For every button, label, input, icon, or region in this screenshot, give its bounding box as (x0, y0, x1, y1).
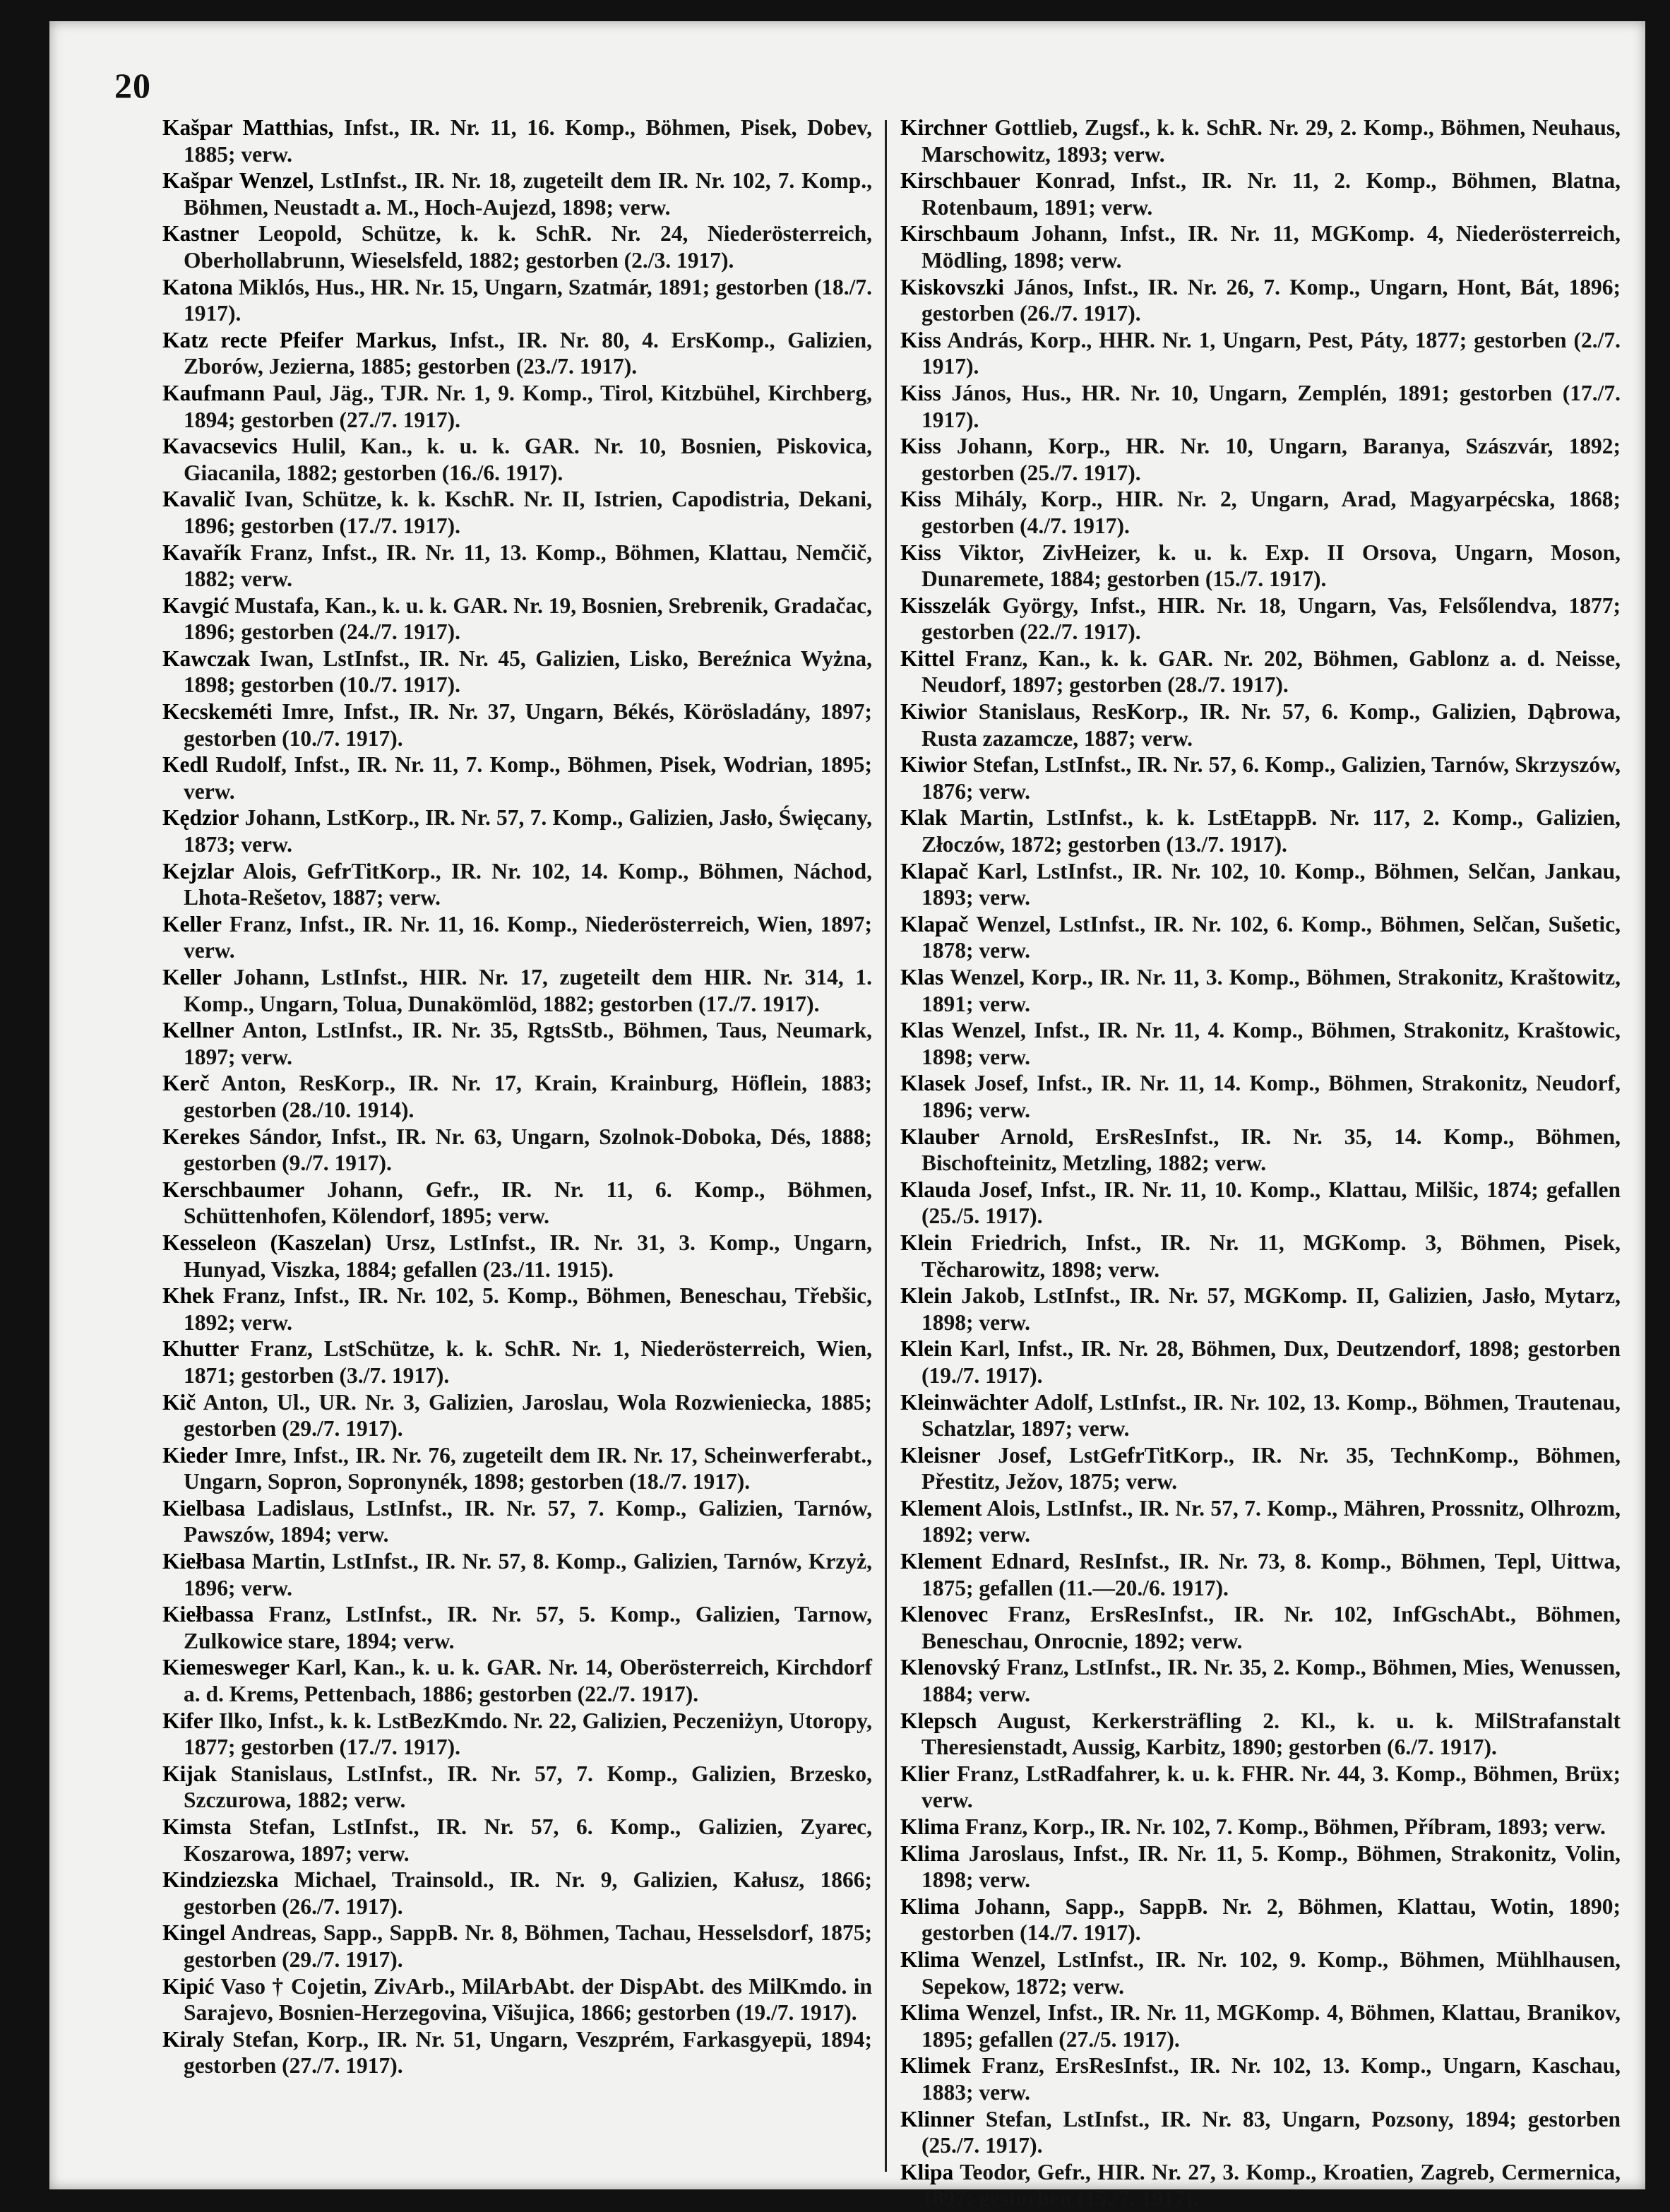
list-entry (900, 220, 1621, 273)
entry-name: Klenovský (900, 1655, 1001, 1680)
entry-name: Kerekes (162, 1124, 240, 1149)
list-entry (162, 646, 872, 698)
entry-text: Martin, LstInfst., IR. Nr. 57, 8. Komp., Galizien, Tarnów, Krzyż, 1896; verw. (184, 1549, 872, 1600)
entry-text: János, Hus., HR. Nr. 10, Ungarn, Zemplén, 1891; gestorben (17./7. 1917). (922, 380, 1621, 432)
entry-text: Mustafa, Kan., k. u. k. GAR. Nr. 19, Bosnien, Srebrenik, Gradačac, 1896; gestorben (24./7. 1917). (184, 593, 872, 645)
entry-name: Kirchner (900, 115, 988, 140)
entry-text: András, Korp., HHR. Nr. 1, Ungarn, Pest, Páty, 1877; gestorben (2./7. 1917). (922, 327, 1621, 379)
list-entry (162, 751, 872, 804)
entry-text: Franz, ErsResInfst., IR. Nr. 102, InfGschAbt., Böhmen, Beneschau, Onrocnie, 1892; verw. (922, 1602, 1621, 1653)
list-entry (900, 167, 1621, 220)
entry-text: Johann, Gefr., IR. Nr. 11, 6. Komp., Böhmen, Schüttenhofen, Kölendorf, 1895; verw. (184, 1177, 872, 1229)
entry-text: Wenzel, LstInfst., IR. Nr. 102, 6. Komp., Böhmen, Selčan, Sušetic, 1878; verw. (922, 911, 1621, 963)
entry-name: Klement (900, 1549, 982, 1574)
entry-name: Kaufmann (162, 380, 266, 405)
entry-text: Alois, GefrTitKorp., IR. Nr. 102, 14. Komp., Böhmen, Náchod, Lhota-Rešetov, 1887; verw. (184, 858, 872, 910)
entry-text: Josef, Infst., IR. Nr. 11, 14. Komp., Böhmen, Strakonitz, Neudorf, 1896; verw. (922, 1071, 1621, 1122)
list-entry (162, 327, 872, 380)
entry-name: Klepsch (900, 1708, 977, 1733)
entry-name: Kiełbasa (162, 1549, 246, 1574)
entry-name: Klima (900, 1814, 960, 1839)
list-entry (162, 1177, 872, 1230)
list-entry (900, 1999, 1621, 2052)
entry-text: Franz, LstSchütze, k. k. SchR. Nr. 1, Niederösterreich, Wien, 1871; gestorben (3./7. 1917). (184, 1336, 872, 1388)
entry-text: Adolf, LstInfst., IR. Nr. 102, 13. Komp., Böhmen, Trautenau, Schatzlar, 1897; verw. (922, 1389, 1621, 1441)
entry-name: Keller (162, 911, 222, 936)
list-entry (900, 964, 1621, 1017)
entry-name: Kiss (900, 327, 941, 352)
entry-name: Katz recte Pfeifer Markus, (162, 327, 437, 352)
entry-name: Kavalič (162, 487, 236, 512)
list-entry (900, 486, 1621, 539)
entry-text: Viktor, ZivHeizer, k. u. k. Exp. II Orsova, Ungarn, Moson, Dunaremete, 1884; gestorben (15./7. 1917). (922, 540, 1621, 592)
entry-name: Klimek (900, 2053, 971, 2079)
entry-name: Klauber (900, 1124, 980, 1149)
entry-text: Franz, Infst., IR. Nr. 11, 16. Komp., Niederösterreich, Wien, 1897; verw. (184, 911, 872, 963)
entry-text: Johann, LstKorp., IR. Nr. 57, 7. Komp., Galizien, Jasło, Święcany, 1873; verw. (184, 805, 872, 857)
entry-text: Michael, Trainsold., IR. Nr. 9, Galizien, Kałusz, 1866; gestorben (26./7. 1917). (184, 1867, 872, 1919)
entry-text: Paul, Jäg., TJR. Nr. 1, 9. Komp., Tirol, Kitzbühel, Kirchberg, 1894; gestorben (27./7. 1917). (184, 380, 872, 432)
entry-name: Kiwior (900, 752, 967, 778)
entry-name: Kindziezska (162, 1867, 279, 1893)
entry-text: Johann, Sapp., SappB. Nr. 2, Böhmen, Klattau, Wotin, 1890; gestorben (14./7. 1917). (922, 1893, 1621, 1946)
entry-text: Josef, LstGefrTitKorp., IR. Nr. 35, TechnKomp., Böhmen, Přestitz, Ježov, 1875; verw. (922, 1442, 1621, 1494)
entry-text: Stanislaus, ResKorp., IR. Nr. 57, 6. Komp., Galizien, Dąbrowa, Rusta zazamcze, 1887; verw. (922, 699, 1621, 751)
entry-text: Josef, Infst., IR. Nr. 11, 10. Komp., Klattau, Milšic, 1874; gefallen (25./5. 1917). (922, 1177, 1621, 1229)
entry-name: Klier (900, 1761, 950, 1786)
entry-text: Franz, LstInfst., IR. Nr. 35, 2. Komp., Böhmen, Mies, Wenussen, 1884; verw. (922, 1655, 1621, 1707)
list-entry (162, 1973, 872, 2026)
list-entry (162, 2026, 872, 2079)
entry-text: Wenzel, Infst., IR. Nr. 11, 4. Komp., Böhmen, Strakonitz, Kraštowic, 1898; verw. (922, 1018, 1621, 1069)
entry-name: Klenovec (900, 1602, 989, 1627)
entry-name: Klauda (900, 1177, 971, 1202)
entry-name: Kirschbauer (900, 168, 1020, 194)
entry-text: Imre, Infst., IR. Nr. 37, Ungarn, Békés, Körösladány, 1897; gestorben (10./7. 1917). (184, 699, 872, 751)
entry-name: Kiwior (900, 699, 967, 725)
list-entry (900, 1654, 1621, 1707)
entry-text: Mihály, Korp., HIR. Nr. 2, Ungarn, Arad, Magyarpécska, 1868; gestorben (4./7. 1917). (922, 487, 1621, 538)
list-entry (900, 751, 1621, 804)
list-entry (162, 380, 872, 433)
entry-name: Kędzior (162, 805, 239, 831)
entry-text: Anton, ResKorp., IR. Nr. 17, Krain, Krainburg, Höflein, 1883; gestorben (28./10. 1914). (184, 1071, 872, 1122)
entry-text: Ursz, LstInfst., IR. Nr. 31, 3. Komp., Ungarn, Hunyad, Viszka, 1884; gefallen (23./11. 1915). (184, 1230, 872, 1282)
entry-text: Vaso † Cojetin, ZivArb., MilArbAbt. der DispAbt. des MilKmdo. in Sarajevo, Bosnien-Herzegovina, Višujica, 1866; gestorben (19./7. 1917). (184, 1973, 872, 2026)
list-entry (900, 698, 1621, 751)
entry-name: Klima (900, 1841, 960, 1866)
entry-text: Wenzel, Korp., IR. Nr. 11, 3. Komp., Böhmen, Strakonitz, Kraštowitz, 1891; verw. (922, 965, 1621, 1016)
list-entry (900, 1495, 1621, 1548)
entry-text: Anton, Ul., UR. Nr. 3, Galizien, Jaroslau, Wola Rozwieniecka, 1885; gestorben (29./7. 1917). (184, 1389, 872, 1441)
entry-text: Leopold, Schütze, k. k. SchR. Nr. 24, Niederösterreich, Oberhollabrunn, Wieselsfeld, 1882; gestorben (2./3. 1917). (184, 221, 872, 273)
list-entry (162, 593, 872, 646)
entry-text: Johann, LstInfst., HIR. Nr. 17, zugeteilt dem HIR. Nr. 314, 1. Komp., Ungarn, Tolua, Dunakömlöd, 1882; gestorben (17./7. 1917). (184, 965, 872, 1016)
entry-name: Kingel (162, 1920, 226, 1946)
list-entry (162, 540, 872, 593)
list-entry (900, 2052, 1621, 2105)
entry-text: Franz, ErsResInfst., IR. Nr. 102, 13. Komp., Ungarn, Kaschau, 1883; verw. (922, 2053, 1621, 2105)
list-entry (900, 593, 1621, 646)
entry-text: Andreas, Sapp., SappB. Nr. 8, Böhmen, Tachau, Hesselsdorf, 1875; gestorben (29./7. 1917). (184, 1920, 872, 1972)
list-entry (900, 1177, 1621, 1230)
list-entry (900, 1283, 1621, 1336)
entry-name: Katona (162, 274, 233, 299)
entry-name: Kesseleon (Kaszelan) (162, 1230, 372, 1255)
entry-text: Infst., IR. Nr. 80, 4. ErsKomp., Galizien, Zborów, Jezierna, 1885; gestorben (23./7. 1917). (184, 327, 872, 379)
list-entry (162, 698, 872, 751)
list-entry (162, 486, 872, 539)
list-entry (900, 1761, 1621, 1814)
list-entry (162, 1336, 872, 1389)
entry-text: Karl, Kan., k. u. k. GAR. Nr. 14, Oberösterreich, Kirchdorf a. d. Krems, Pettenbach, 1886; gestorben (22./7. 1917). (184, 1655, 872, 1707)
entry-text: Hulil, Kan., k. u. k. GAR. Nr. 10, Bosnien, Piskovica, Giacanila, 1882; gestorben (16./6. 1917). (184, 434, 872, 485)
list-entry (162, 220, 872, 273)
entry-text: Konrad, Infst., IR. Nr. 11, 2. Komp., Böhmen, Blatna, Rotenbaum, 1891; verw. (922, 168, 1621, 220)
entry-name: Kedl (162, 752, 208, 778)
list-entry (900, 1946, 1621, 1999)
entry-name: Klas (900, 965, 944, 989)
entry-name: Klinner (900, 2106, 975, 2131)
entry-text: Franz, Korp., IR. Nr. 102, 7. Komp., Böhmen, Příbram, 1893; verw. (960, 1814, 1606, 1839)
entry-name: Kleinwächter (900, 1389, 1029, 1415)
entry-name: Kašpar Matthias, (162, 115, 334, 140)
list-entry (162, 114, 872, 167)
entry-name: Kavacsevics (162, 434, 278, 459)
entry-text: Martin, LstInfst., k. k. LstEtappB. Nr. 117, 2. Komp., Galizien, Złoczów, 1872; gestorben (13./7. 1917). (922, 805, 1621, 857)
list-entry (162, 433, 872, 486)
entry-name: Kastner (162, 221, 239, 246)
list-entry (900, 1017, 1621, 1070)
entry-text: Sándor, Infst., IR. Nr. 63, Ungarn, Szolnok-Doboka, Dés, 1888; gestorben (9./7. 1917). (184, 1124, 872, 1176)
list-entry (900, 804, 1621, 857)
list-entry (162, 1601, 872, 1654)
entry-text: LstInfst., IR. Nr. 18, zugeteilt dem IR. Nr. 102, 7. Komp., Böhmen, Neustadt a. M., Hoch-Aujezd, 1898; verw. (184, 168, 872, 220)
entry-name: Klein (900, 1283, 953, 1309)
entry-name: Kawczak (162, 646, 251, 671)
entry-text: Ednard, ResInfst., IR. Nr. 73, 8. Komp., Böhmen, Tepl, Uittwa, 1875; gefallen (11.—20./6. 1917). (922, 1549, 1621, 1600)
entry-text: Ladislaus, LstInfst., IR. Nr. 57, 7. Komp., Galizien, Tarnów, Pawszów, 1894; verw. (184, 1495, 872, 1547)
entry-name: Kiss (900, 540, 941, 565)
entry-name: Kirschbaum (900, 221, 1020, 246)
entry-text: Franz, LstRadfahrer, k. u. k. FHR. Nr. 44, 3. Komp., Böhmen, Brüx; verw. (922, 1761, 1621, 1813)
entry-text: Karl, Infst., IR. Nr. 28, Böhmen, Dux, Deutzendorf, 1898; gestorben (19./7. 1917). (922, 1336, 1621, 1388)
list-entry (162, 1442, 872, 1495)
entry-name: Klima (900, 1893, 960, 1919)
list-entry (900, 540, 1621, 593)
list-entry (900, 1124, 1621, 1177)
entry-text: Friedrich, Infst., IR. Nr. 11, MGKomp. 3, Böhmen, Pisek, Těcharowitz, 1898; verw. (922, 1230, 1621, 1282)
entry-text: Ilko, Infst., k. k. LstBezKmdo. Nr. 22, Galizien, Peczeniżyn, Utoropy, 1877; gestorben (17./7. 1917). (184, 1708, 872, 1760)
entry-text: Franz, Infst., IR. Nr. 102, 5. Komp., Böhmen, Beneschau, Třebšic, 1892; verw. (184, 1283, 872, 1335)
list-entry (900, 1893, 1621, 1946)
list-entry (162, 1283, 872, 1336)
list-entry (900, 911, 1621, 964)
entry-name: Kiss (900, 434, 941, 459)
entry-text: Iwan, LstInfst., IR. Nr. 45, Galizien, Lisko, Bereźnica Wyżna, 1898; gestorben (10./7. 1917). (184, 646, 872, 698)
list-entry (162, 167, 872, 220)
entry-name: Kittel (900, 646, 955, 671)
entry-name: Kielbasa (162, 1495, 246, 1521)
list-entry (900, 433, 1621, 486)
entry-name: Kifer (162, 1708, 213, 1733)
entry-name: Kisszelák (900, 593, 991, 618)
entry-name: Kerschbaumer (162, 1177, 305, 1202)
entry-name: Kiraly (162, 2026, 225, 2052)
document-page (49, 21, 1645, 2211)
list-entry (162, 1070, 872, 1123)
entry-text: Imre, Infst., IR. Nr. 76, zugeteilt dem IR. Nr. 17, Scheinwerferabt., Ungarn, Sopron, Sopronynék, 1898; gestorben (18./7. 1917). (184, 1442, 872, 1494)
list-entry (162, 1761, 872, 1814)
list-entry (900, 1336, 1621, 1389)
entry-text: Karl, LstInfst., IR. Nr. 102, 10. Komp., Böhmen, Selčan, Jankau, 1893; verw. (922, 858, 1621, 910)
entry-text: Stefan, Korp., IR. Nr. 51, Ungarn, Veszprém, Farkasgyepü, 1894; gestorben (27./7. 1917). (184, 2026, 872, 2079)
list-entry (900, 1389, 1621, 1442)
entry-text: Miklós, Hus., HR. Nr. 15, Ungarn, Szatmár, 1891; gestorben (18./7. 1917). (184, 274, 872, 326)
entry-text: Alois, LstInfst., IR. Nr. 57, 7. Komp., Mähren, Prossnitz, Olhrozm, 1892; verw. (922, 1495, 1621, 1547)
entry-text: Johann, Korp., HR. Nr. 10, Ungarn, Baranya, Szászvár, 1892; gestorben (25./7. 1917). (922, 434, 1621, 485)
entry-name: Klein (900, 1230, 953, 1255)
entry-name: Khutter (162, 1336, 239, 1362)
entry-name: Kimsta (162, 1814, 232, 1839)
entry-name: Kipić (162, 1973, 215, 1999)
entry-text: Arnold, ErsResInfst., IR. Nr. 35, 14. Komp., Böhmen, Bischofteinitz, Metzling, 1882; verw. (922, 1124, 1621, 1176)
entry-name: Kič (162, 1389, 196, 1415)
list-entry (900, 646, 1621, 698)
entry-text: Ivan, Schütze, k. k. KschR. Nr. II, Istrien, Capodistria, Dekani, 1896; gestorben (17./7. 1917). (184, 487, 872, 538)
entry-text: Gottlieb, Zugsf., k. k. SchR. Nr. 29, 2. Komp., Böhmen, Neuhaus, Marschowitz, 1893; verw. (922, 115, 1621, 167)
entry-name: Klima (900, 2000, 960, 2026)
entry-name: Klein (900, 1336, 953, 1362)
entry-text: Wenzel, LstInfst., IR. Nr. 102, 9. Komp., Böhmen, Mühlhausen, Sepekow, 1872; verw. (922, 1946, 1621, 1999)
entry-name: Klas (900, 1018, 944, 1043)
page-number: 20 (114, 66, 151, 105)
entry-text: Wenzel, Infst., IR. Nr. 11, MGKomp. 4, Böhmen, Klattau, Branikov, 1895; gefallen (27./5. 1917). (922, 2000, 1621, 2052)
entry-text: August, Kerkersträfling 2. Kl., k. u. k. MilStrafanstalt Theresienstadt, Aussig, Karbitz, 1890; gestorben (6./7. 1917). (922, 1708, 1621, 1760)
list-entry (900, 1230, 1621, 1283)
entry-name: Kiss (900, 487, 941, 512)
list-entry (162, 1389, 872, 1442)
list-entry (162, 1230, 872, 1283)
entry-name: Klasek (900, 1071, 966, 1096)
entry-text: Rudolf, Infst., IR. Nr. 11, 7. Komp., Böhmen, Pisek, Wodrian, 1895; verw. (184, 752, 872, 804)
entry-name: Kavgić (162, 593, 229, 618)
list-entry (162, 804, 872, 857)
entry-text: Stefan, LstInfst., IR. Nr. 57, 6. Komp., Galizien, Tarnów, Skrzyszów, 1876; verw. (922, 752, 1621, 804)
entry-name: Kellner (162, 1018, 234, 1043)
entry-text: Stefan, LstInfst., IR. Nr. 57, 6. Komp., Galizien, Zyarec, Koszarowa, 1897; verw. (184, 1814, 872, 1866)
list-entry (900, 274, 1621, 327)
list-entry (162, 274, 872, 327)
right-column (900, 114, 1621, 2212)
entry-name: Klement (900, 1495, 982, 1521)
entry-name: Kecskeméti (162, 699, 273, 725)
entry-name: Keller (162, 965, 222, 989)
entry-name: Kiskovszki (900, 274, 1005, 299)
entry-text: Franz, Kan., k. k. GAR. Nr. 202, Böhmen, Gablonz a. d. Neisse, Neudorf, 1897; gestorben (28./7. 1917). (922, 646, 1621, 698)
entry-name: Kieder (162, 1442, 228, 1468)
entry-name: Kiss (900, 380, 941, 405)
entry-name: Klak (900, 805, 948, 831)
entry-name: Kleisner (900, 1442, 981, 1468)
column-divider (885, 120, 887, 2172)
entry-name: Klipa (900, 2159, 954, 2184)
entry-text: János, Infst., IR. Nr. 26, 7. Komp., Ungarn, Hont, Bát, 1896; gestorben (26./7. 1917). (922, 274, 1621, 326)
list-entry (900, 1442, 1621, 1495)
entry-text: Stefan, LstInfst., IR. Nr. 83, Ungarn, Pozsony, 1894; gestorben (25./7. 1917). (922, 2106, 1621, 2158)
entry-text: Teodor, Gefr., HIR. Nr. 27, 3. Komp., Kroatien, Zagreb, Cermernica, 1897; gestorben (15./7. 1917). (922, 2159, 1621, 2211)
list-entry (162, 1548, 872, 1601)
entry-text: Anton, LstInfst., IR. Nr. 35, RgtsStb., Böhmen, Taus, Neumark, 1897; verw. (184, 1018, 872, 1069)
entry-name: Kiełbassa (162, 1602, 254, 1627)
list-entry (900, 858, 1621, 911)
entry-name: Kiemesweger (162, 1655, 290, 1680)
list-entry (162, 964, 872, 1017)
entry-name: Kerč (162, 1071, 210, 1096)
entry-name: Klapač (900, 858, 969, 884)
entry-text: Stanislaus, LstInfst., IR. Nr. 57, 7. Komp., Galizien, Brzesko, Szczurowa, 1882; verw. (184, 1761, 872, 1813)
entry-name: Klapač (900, 911, 969, 936)
entry-text: Franz, LstInfst., IR. Nr. 57, 5. Komp., Galizien, Tarnow, Zulkowice stare, 1894; verw. (184, 1602, 872, 1653)
entry-name: Kijak (162, 1761, 217, 1786)
list-entry (900, 2159, 1621, 2212)
list-entry (162, 1920, 872, 1973)
list-entry (162, 911, 872, 964)
entry-text: Infst., IR. Nr. 11, 16. Komp., Böhmen, Pisek, Dobev, 1885; verw. (184, 115, 872, 167)
entry-name: Kašpar Wenzel, (162, 168, 314, 194)
entry-text: Jaroslaus, Infst., IR. Nr. 11, 5. Komp., Böhmen, Strakonitz, Volin, 1898; verw. (922, 1841, 1621, 1893)
list-entry (162, 858, 872, 911)
list-entry (162, 1708, 872, 1761)
list-entry (162, 1495, 872, 1548)
entry-text: Jakob, LstInfst., IR. Nr. 57, MGKomp. II, Galizien, Jasło, Mytarz, 1898; verw. (922, 1283, 1621, 1335)
entry-name: Kavařík (162, 540, 242, 565)
list-entry (900, 1814, 1621, 1841)
list-entry (162, 1654, 872, 1707)
entry-text: Johann, Infst., IR. Nr. 11, MGKomp. 4, Niederösterreich, Mödling, 1898; verw. (922, 221, 1621, 273)
list-entry (162, 1124, 872, 1177)
list-entry (900, 2106, 1621, 2159)
entry-name: Klima (900, 1946, 960, 1972)
list-entry (900, 1070, 1621, 1123)
list-entry (900, 1841, 1621, 1893)
list-entry (900, 1708, 1621, 1761)
list-entry (900, 114, 1621, 167)
list-entry (162, 1017, 872, 1070)
entry-name: Khek (162, 1283, 215, 1309)
entry-text: Franz, Infst., IR. Nr. 11, 13. Komp., Böhmen, Klattau, Nemčič, 1882; verw. (184, 540, 872, 592)
list-entry (162, 1814, 872, 1867)
list-entry (900, 327, 1621, 380)
list-entry (900, 380, 1621, 433)
list-entry (162, 1867, 872, 1920)
entry-name: Kejzlar (162, 858, 234, 884)
list-entry (900, 1601, 1621, 1654)
left-column (162, 114, 872, 2079)
entry-text: György, Infst., HIR. Nr. 18, Ungarn, Vas, Felsőlendva, 1877; gestorben (22./7. 1917). (922, 593, 1621, 645)
list-entry (900, 1548, 1621, 1601)
